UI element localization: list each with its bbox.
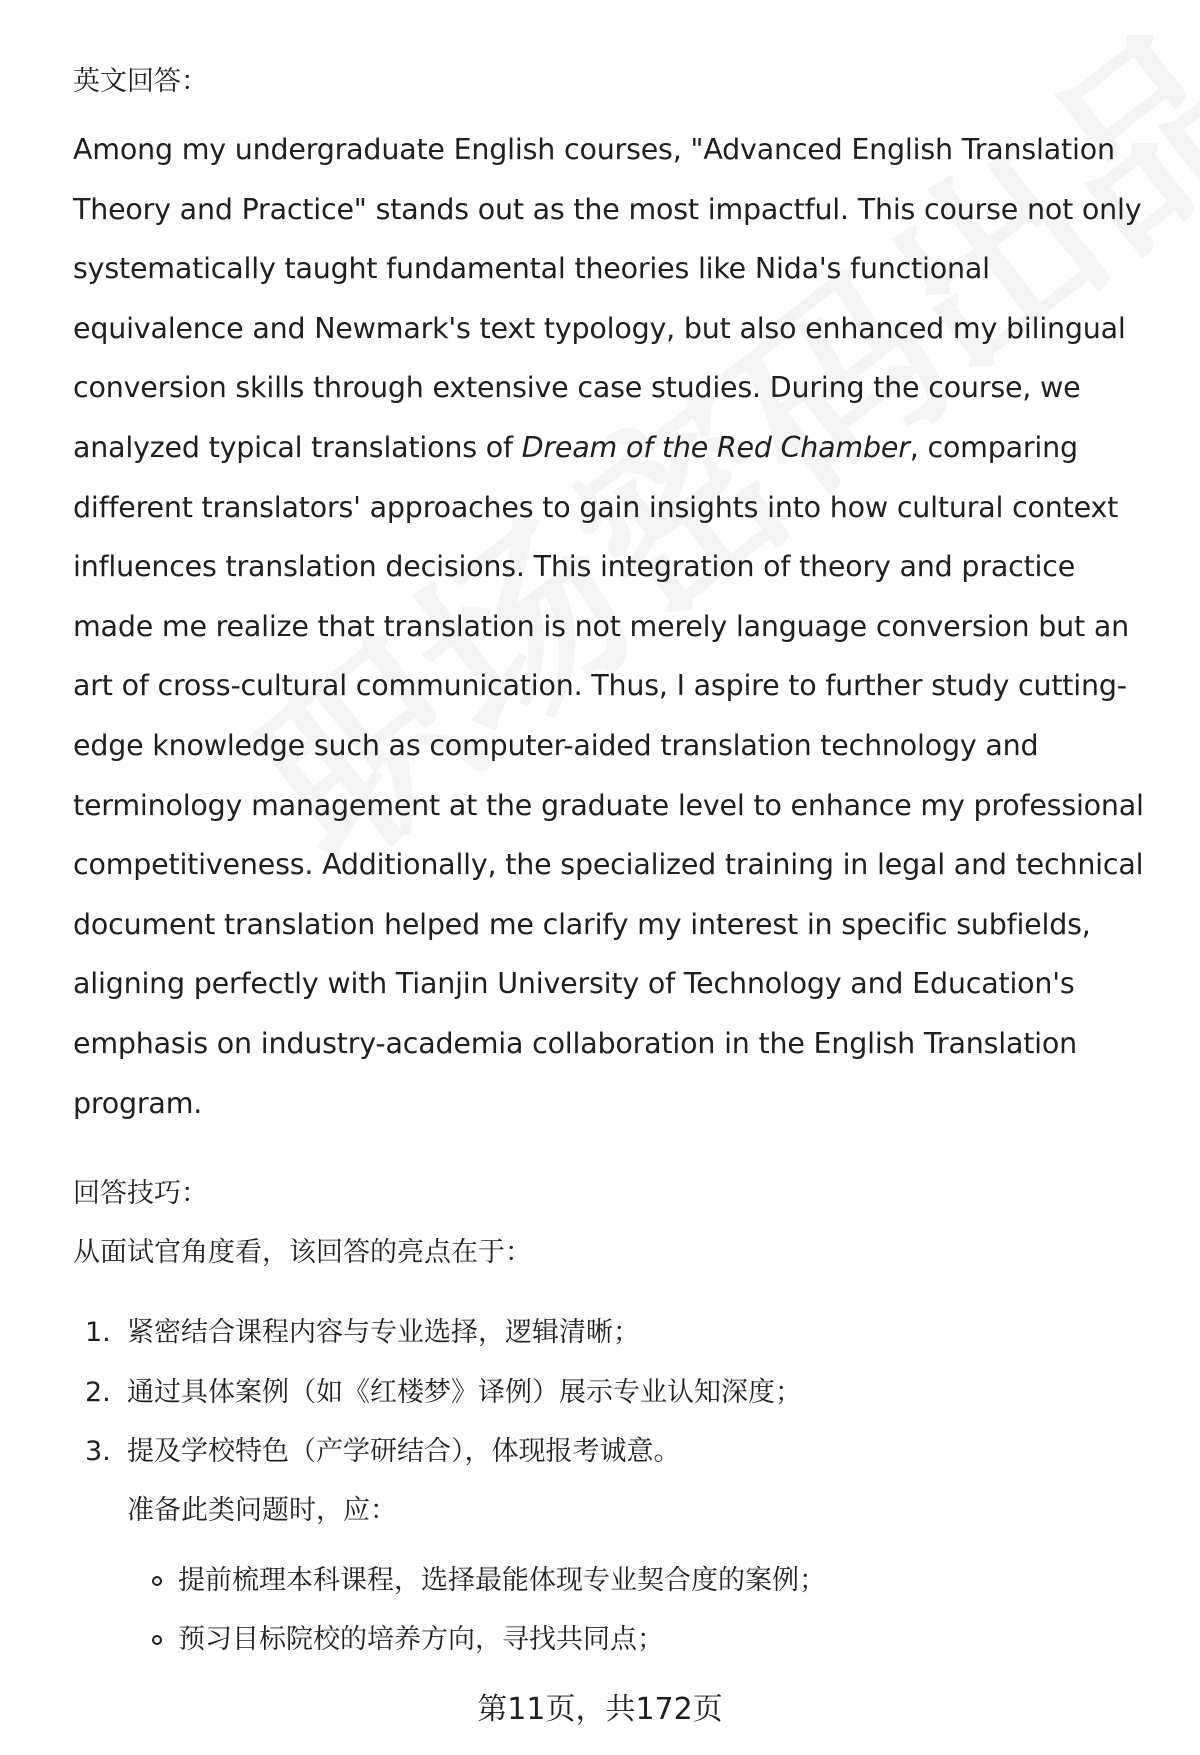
list-text: 预习目标院校的培养方向，寻找共同点； xyxy=(178,1623,664,1655)
list-item xyxy=(85,1373,802,1433)
list-item xyxy=(152,1551,826,1610)
list-text: 提前梳理本科课程，选择最能体现专业契合度的案例； xyxy=(178,1564,826,1596)
book-title: Dream of the Red Chamber xyxy=(521,430,910,464)
list-item xyxy=(85,1432,802,1492)
page-number-footer: 第11页，共172页 xyxy=(477,1692,723,1727)
prep-list xyxy=(152,1551,826,1669)
list-text: 紧密结合课程内容与专业选择，逻辑清晰； xyxy=(127,1317,640,1348)
list-item xyxy=(152,1610,826,1669)
list-number: 2. xyxy=(85,1376,111,1408)
list-text: 提及学校特色（产学研结合），体现报考诚意。 xyxy=(127,1436,681,1467)
circle-bullet-icon xyxy=(152,1576,162,1586)
list-number: 1. xyxy=(85,1317,111,1348)
list-number: 3. xyxy=(85,1436,111,1467)
answer-text-part-1: Among my undergraduate English courses, "Advanced English Translation Theory and Practice" stands out as the most impactful. This course not only systematically taught fundamental theories like Nida's functional equivalence and Newmark's text typology, but also enhanced my bilingual conversion skills through extensive case studies. During the course, we analyzed typical translations of xyxy=(73,133,1142,464)
answer-text-part-2: , comparing different translators' approaches to gain insights into how cultural context influences translation decisions. This integration of theory and practice made me realize that translation is not merely language conversion but an art of cross-cultural communication. Thus, I aspire to further study cutting-edge knowledge such as computer-aided translation technology and terminology management at the graduate level to enhance my professional competitiveness. Additionally, the specialized training in legal and technical document translation helped me clarify my interest in specific subfields, aligning perfectly with Tianjin University of Technology and Education's emphasis on industry-academia collaboration in the English Translation program. xyxy=(73,430,1144,1120)
highlights-list xyxy=(85,1313,802,1492)
english-answer-paragraph xyxy=(73,120,1153,1133)
english-answer-label: 英文回答： xyxy=(73,66,208,97)
list-text: 通过具体案例（如《红楼梦》译例）展示专业认知深度； xyxy=(127,1376,802,1408)
tips-label: 回答技巧： xyxy=(73,1178,208,1209)
circle-bullet-icon xyxy=(152,1635,162,1645)
tips-intro: 从面试官角度看，该回答的亮点在于： xyxy=(73,1237,532,1268)
prep-label: 准备此类问题时，应： xyxy=(127,1495,397,1526)
list-item xyxy=(85,1313,802,1373)
